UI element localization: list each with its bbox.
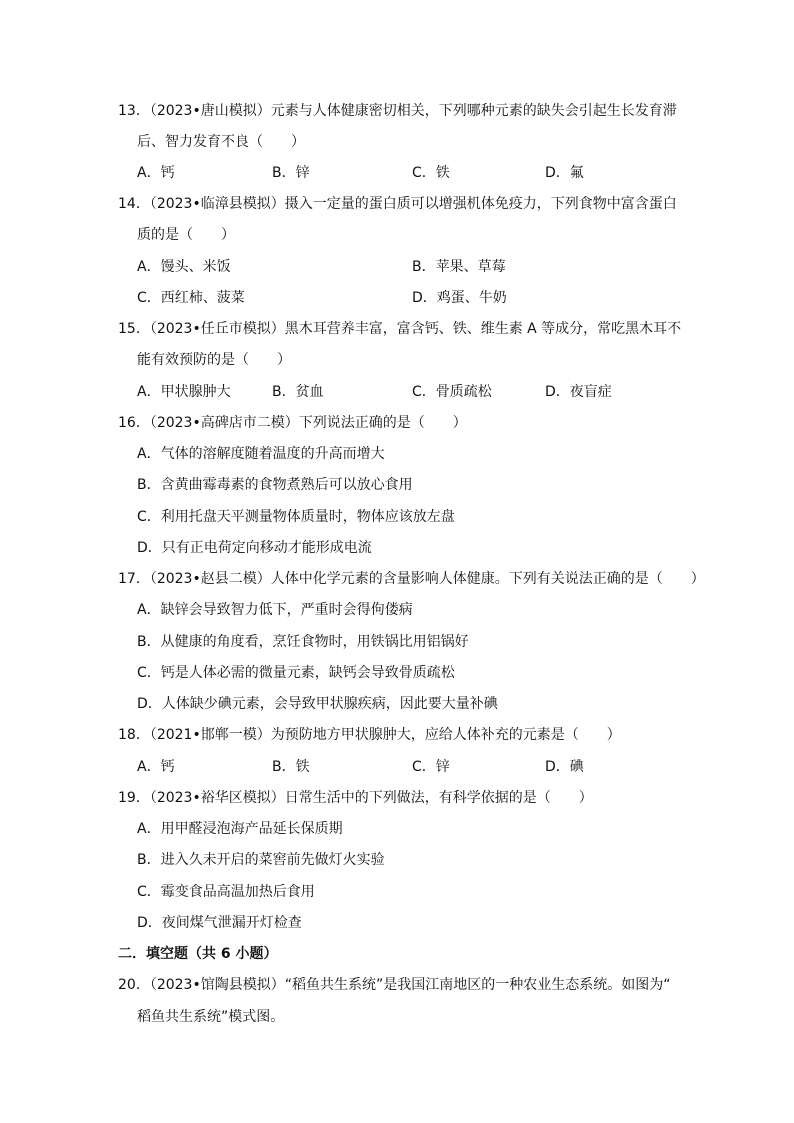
q20-stem-line1: 20．（2023•馆陶县模拟）“稻鱼共生系统”是我国江南地区的一种农业生态系统。如图为“ <box>118 977 671 993</box>
q15-option-c: C．骨质疏松 <box>412 384 492 400</box>
q19-option-c: C．霉变食品高温加热后食用 <box>137 884 315 900</box>
q13-option-d: D．氟 <box>545 165 584 181</box>
q18-option-a: A．钙 <box>137 759 175 775</box>
q18-option-d: D．碘 <box>545 759 584 775</box>
q15-option-d: D．夜盲症 <box>545 384 612 400</box>
q19-option-d: D．夜间煤气泄漏开灯检查 <box>137 915 302 931</box>
q20-stem-line2: 稻鱼共生系统”模式图。 <box>137 1009 285 1025</box>
q19-option-a: A．用甲醛浸泡海产品延长保质期 <box>137 821 343 837</box>
q15-option-a: A．甲状腺肿大 <box>137 384 231 400</box>
q19-stem: 19．（2023•裕华区模拟）日常生活中的下列做法，有科学依据的是（ ） <box>118 790 593 806</box>
q19-option-b: B．进入久未开启的菜窖前先做灯火实验 <box>137 852 385 868</box>
q15-stem-line2: 能有效预防的是（ ） <box>137 352 291 368</box>
q13-option-b: B．锌 <box>272 165 310 181</box>
q17-option-a: A．缺锌会导致智力低下，严重时会得佝偻病 <box>137 602 413 618</box>
q18-option-c: C．锌 <box>412 759 450 775</box>
q15-stem-line1: 15．（2023•任丘市模拟）黑木耳营养丰富，富含钙、铁、维生素 A 等成分，常吃黑木耳不 <box>118 321 682 337</box>
q15-option-b: B．贫血 <box>272 384 324 400</box>
q16-option-b: B．含黄曲霉毒素的食物煮熟后可以放心食用 <box>137 477 413 493</box>
q17-option-b: B．从健康的角度看，烹饪食物时，用铁锅比用铝锅好 <box>137 634 469 650</box>
q17-option-d: D．人体缺少碘元素，会导致甲状腺疾病，因此要大量补碘 <box>137 696 498 712</box>
q13-option-c: C．铁 <box>412 165 450 181</box>
q13-stem-line2: 后、智力发育不良（ ） <box>137 134 305 150</box>
q13-stem-line1: 13．（2023•唐山模拟）元素与人体健康密切相关，下列哪种元素的缺失会引起生长发育滞 <box>118 103 677 119</box>
q16-stem: 16．（2023•高碑店市二模）下列说法正确的是（ ） <box>118 415 467 431</box>
q14-option-c: C．西红柿、菠菜 <box>137 290 245 306</box>
q13-option-a: A．钙 <box>137 165 175 181</box>
q18-option-b: B．铁 <box>272 759 310 775</box>
q14-option-a: A．馒头、米饭 <box>137 259 231 275</box>
q17-option-c: C．钙是人体必需的微量元素，缺钙会导致骨质疏松 <box>137 665 455 681</box>
q16-option-a: A．气体的溶解度随着温度的升高而增大 <box>137 446 385 462</box>
q14-stem-line2: 质的是（ ） <box>137 227 235 243</box>
q14-option-d: D．鸡蛋、牛奶 <box>412 290 507 306</box>
q16-option-d: D．只有正电荷定向移动才能形成电流 <box>137 540 372 556</box>
section-heading-fill-in: 二．填空题（共 6 小题） <box>118 946 278 962</box>
q17-stem: 17．（2023•赵县二模）人体中化学元素的含量影响人体健康。下列有关说法正确的是（ ） <box>118 571 705 587</box>
q18-stem: 18．（2021•邯郸一模）为预防地方甲状腺肿大，应给人体补充的元素是（ ） <box>118 727 621 743</box>
q14-option-b: B．苹果、草莓 <box>412 259 506 275</box>
q16-option-c: C．利用托盘天平测量物体质量时，物体应该放左盘 <box>137 509 455 525</box>
q14-stem-line1: 14．（2023•临漳县模拟）摄入一定量的蛋白质可以增强机体免疫力，下列食物中富含蛋白 <box>118 196 677 212</box>
